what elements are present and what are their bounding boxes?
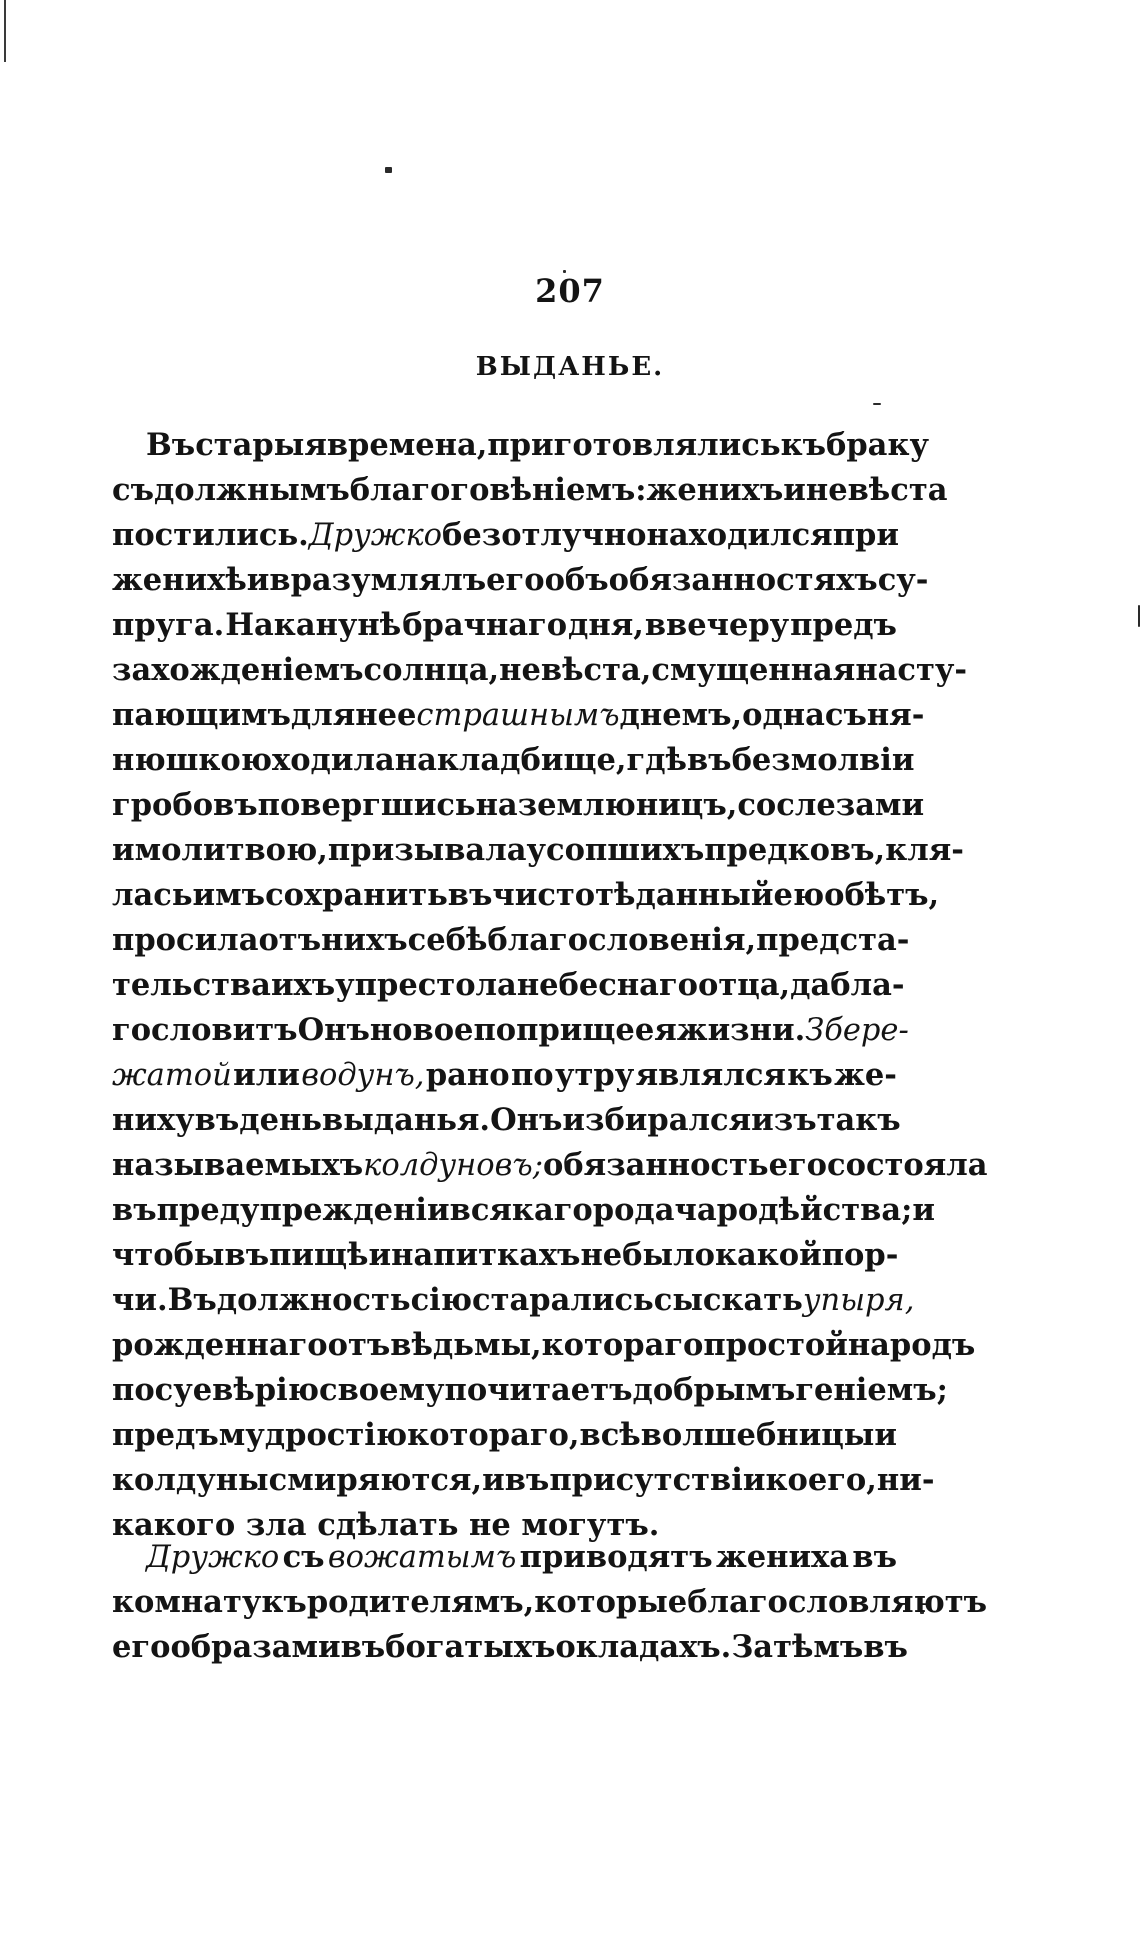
text-line bbox=[112, 1580, 988, 1625]
word: должность bbox=[216, 1282, 411, 1318]
word: кля- bbox=[885, 832, 964, 868]
word: простой bbox=[703, 1327, 848, 1363]
word: его bbox=[486, 562, 545, 598]
word: благословляютъ bbox=[687, 1584, 988, 1620]
word: при bbox=[832, 517, 899, 553]
word: по bbox=[112, 1372, 155, 1408]
word: ниху bbox=[112, 1102, 195, 1138]
word: пруга. bbox=[112, 607, 225, 643]
word: предупрежденіи bbox=[156, 1192, 450, 1228]
word: его bbox=[768, 1147, 828, 1183]
word: предъ bbox=[790, 607, 897, 643]
paragraph-1 bbox=[112, 423, 988, 1548]
text-line bbox=[112, 963, 905, 1008]
word: у bbox=[335, 967, 355, 1003]
word: народъ bbox=[847, 1327, 976, 1363]
word: его bbox=[112, 1629, 171, 1665]
word: своему bbox=[319, 1372, 445, 1408]
word: чистотѣ bbox=[492, 877, 636, 913]
text-line bbox=[112, 1008, 909, 1053]
word: къ bbox=[780, 427, 827, 463]
word: лась bbox=[112, 877, 193, 913]
word: постились. bbox=[112, 517, 309, 553]
word: которые bbox=[534, 1584, 688, 1620]
word: въ bbox=[447, 877, 493, 913]
word: гробовъ bbox=[112, 787, 258, 823]
word: вѣдьмы, bbox=[390, 1327, 542, 1363]
paragraph-2 bbox=[112, 1535, 988, 1670]
word: приготовлялись bbox=[487, 427, 781, 463]
word: старыя bbox=[195, 427, 327, 463]
word: кладбище, bbox=[436, 742, 627, 778]
word: или bbox=[233, 1057, 300, 1093]
word: женихъ bbox=[646, 472, 784, 508]
text-line bbox=[112, 468, 948, 513]
word: приводятъ bbox=[519, 1539, 713, 1575]
word: нихъ bbox=[321, 922, 408, 958]
word: всякаго bbox=[449, 1192, 593, 1228]
word: обязанностяхъ bbox=[608, 562, 878, 598]
word: коего, bbox=[765, 1462, 877, 1498]
word: не bbox=[469, 1507, 511, 1543]
word: дня, bbox=[568, 607, 644, 643]
word: да bbox=[790, 967, 831, 1003]
word: призывала bbox=[327, 832, 527, 868]
word: новое bbox=[369, 1012, 474, 1048]
word: предковъ, bbox=[704, 832, 886, 868]
word: слезами bbox=[776, 787, 925, 823]
word: страшнымъ bbox=[416, 698, 620, 733]
word: мудростію bbox=[218, 1417, 408, 1453]
word: и bbox=[368, 1237, 392, 1273]
word: въ bbox=[112, 1192, 157, 1228]
word: браку bbox=[826, 427, 929, 463]
text-line bbox=[112, 1458, 935, 1503]
word: какой bbox=[714, 1237, 822, 1273]
word: же- bbox=[834, 1057, 897, 1093]
word: бла- bbox=[830, 967, 905, 1003]
word: изъ bbox=[751, 1102, 817, 1138]
word: обѣтъ, bbox=[824, 877, 940, 913]
word: брачнаго bbox=[402, 607, 568, 643]
word: добрымъ bbox=[632, 1372, 796, 1408]
text-line bbox=[112, 513, 897, 558]
word: такъ bbox=[816, 1102, 901, 1138]
text-line bbox=[112, 1188, 935, 1233]
word: сію bbox=[410, 1282, 473, 1318]
word: почитаетъ bbox=[444, 1372, 633, 1408]
word: ни- bbox=[876, 1462, 935, 1498]
word: молитвою, bbox=[134, 832, 328, 868]
word: пающимъ bbox=[112, 697, 291, 733]
word: и bbox=[874, 1417, 897, 1453]
word: Дружко bbox=[146, 1540, 280, 1575]
word: ввечеру bbox=[644, 607, 790, 643]
word: въ bbox=[504, 1462, 550, 1498]
section-heading: ВЫДАНЬЕ. bbox=[475, 352, 665, 382]
word: нюшкою bbox=[112, 742, 273, 778]
word: времена, bbox=[326, 427, 488, 463]
word: и bbox=[246, 562, 270, 598]
word: по bbox=[510, 1057, 554, 1093]
text-line bbox=[112, 1098, 901, 1143]
word: гдѣ bbox=[626, 742, 687, 778]
word: повергшись bbox=[257, 787, 476, 823]
word: геніемъ; bbox=[795, 1372, 948, 1408]
word: суевѣрію bbox=[154, 1372, 319, 1408]
word: для bbox=[290, 697, 356, 733]
word: комнату bbox=[112, 1584, 262, 1620]
word: должнымъ bbox=[153, 472, 350, 508]
text-line bbox=[112, 693, 925, 738]
word: вразумлялъ bbox=[269, 562, 487, 598]
word: Въ bbox=[167, 1282, 217, 1318]
word: пищѣ bbox=[269, 1237, 369, 1273]
word: усопшихъ bbox=[526, 832, 705, 868]
word: ницъ, bbox=[635, 787, 738, 823]
word: съ bbox=[282, 1539, 325, 1575]
word: образами bbox=[170, 1629, 341, 1665]
text-line bbox=[112, 1323, 976, 1368]
word: благоговѣніемъ: bbox=[349, 472, 647, 508]
word: присутствіи bbox=[549, 1462, 766, 1498]
text-line bbox=[112, 603, 897, 648]
word: чародѣйства; bbox=[674, 1192, 913, 1228]
word: Наканунѣ bbox=[225, 607, 402, 643]
word: старались bbox=[472, 1282, 654, 1318]
text-line bbox=[112, 1233, 897, 1278]
text-line bbox=[112, 1053, 897, 1098]
scan-speck bbox=[385, 167, 392, 173]
word: водунъ, bbox=[301, 1058, 425, 1093]
word: тельства bbox=[112, 967, 271, 1003]
word: сохранить bbox=[265, 877, 448, 913]
word: пор- bbox=[821, 1237, 899, 1273]
word: просила bbox=[112, 922, 259, 958]
page-edge-rule bbox=[4, 0, 6, 62]
text-line bbox=[112, 918, 910, 963]
word: называемыхъ bbox=[112, 1147, 364, 1183]
word: насту- bbox=[855, 652, 968, 688]
word: ею bbox=[773, 877, 825, 913]
word: поприще bbox=[473, 1012, 635, 1048]
word: котораго bbox=[541, 1327, 704, 1363]
word: смущенная bbox=[651, 652, 856, 688]
word: находился bbox=[646, 517, 833, 553]
word: данный bbox=[635, 877, 774, 913]
word: небеснаго bbox=[516, 967, 698, 1003]
word: отъ bbox=[258, 922, 322, 958]
text-line bbox=[112, 738, 915, 783]
word: упыря, bbox=[802, 1283, 915, 1318]
word: жениха bbox=[715, 1539, 850, 1575]
word: и bbox=[912, 1192, 935, 1228]
word: отца, bbox=[697, 967, 791, 1003]
word: жатой bbox=[112, 1058, 232, 1093]
word: захожденіемъ bbox=[112, 652, 364, 688]
word: невѣста bbox=[805, 472, 948, 508]
word: су- bbox=[877, 562, 929, 598]
word: рожденнаго bbox=[112, 1327, 328, 1363]
word: утру bbox=[554, 1057, 635, 1093]
word: не bbox=[580, 1237, 623, 1273]
word: бы bbox=[173, 1237, 225, 1273]
word: безотлучно bbox=[442, 517, 647, 553]
word: чи. bbox=[112, 1282, 168, 1318]
word: колдуновъ; bbox=[363, 1148, 543, 1183]
word: гословитъ bbox=[112, 1012, 298, 1048]
word: въ bbox=[224, 1237, 270, 1273]
word: себѣ bbox=[407, 922, 488, 958]
text-line bbox=[112, 1413, 897, 1458]
word: съ bbox=[112, 472, 154, 508]
word: солнца, bbox=[363, 652, 500, 688]
word: являлся bbox=[635, 1057, 786, 1093]
text-line bbox=[112, 648, 968, 693]
text-line bbox=[112, 1535, 897, 1580]
text-line bbox=[112, 558, 929, 603]
word: ея bbox=[634, 1012, 677, 1048]
word: женихѣ bbox=[112, 562, 247, 598]
text-line bbox=[112, 828, 964, 873]
word: сдѣлать bbox=[317, 1507, 459, 1543]
word: жизни. bbox=[676, 1012, 806, 1048]
word: безмолвіи bbox=[731, 742, 915, 778]
word: родителямъ, bbox=[306, 1584, 535, 1620]
word: предъ bbox=[112, 1417, 219, 1453]
word: невѣста, bbox=[499, 652, 652, 688]
word: избирался bbox=[562, 1102, 752, 1138]
scan-speck bbox=[873, 403, 881, 405]
word: днемъ, bbox=[619, 697, 743, 733]
word: въ bbox=[863, 1629, 908, 1665]
word: благословенія, bbox=[487, 922, 757, 958]
word: рано bbox=[425, 1057, 510, 1093]
word: и bbox=[783, 472, 806, 508]
word: обязанность bbox=[542, 1147, 769, 1183]
word: Дружко bbox=[308, 518, 443, 553]
word: состояла bbox=[827, 1147, 988, 1183]
word: выданья. bbox=[322, 1102, 491, 1138]
word: ходила bbox=[272, 742, 395, 778]
word: всѣ bbox=[579, 1417, 641, 1453]
word: и bbox=[112, 832, 135, 868]
word: одна bbox=[742, 697, 825, 733]
text-line bbox=[112, 1625, 908, 1670]
word: имъ bbox=[192, 877, 266, 913]
word: смиряются, bbox=[268, 1462, 483, 1498]
text-line bbox=[112, 423, 929, 468]
word: престола bbox=[354, 967, 517, 1003]
word: къ bbox=[787, 1057, 833, 1093]
text-line bbox=[112, 1368, 948, 1413]
word: ня- bbox=[866, 697, 925, 733]
word: на bbox=[475, 787, 518, 823]
text-line bbox=[112, 1278, 915, 1323]
word: Збере- bbox=[805, 1013, 909, 1048]
word: со bbox=[737, 787, 777, 823]
word: съ bbox=[824, 697, 867, 733]
word: богатыхъ bbox=[385, 1629, 556, 1665]
word: въ bbox=[340, 1629, 386, 1665]
word: котораго, bbox=[407, 1417, 580, 1453]
word: волшебницы bbox=[640, 1417, 875, 1453]
word: сыскать bbox=[653, 1282, 803, 1318]
word: землю bbox=[517, 787, 636, 823]
word: въ bbox=[686, 742, 732, 778]
word: въ bbox=[194, 1102, 240, 1138]
word: день bbox=[239, 1102, 323, 1138]
word: зла bbox=[245, 1507, 307, 1543]
word: вожатымъ bbox=[327, 1540, 517, 1575]
word: ихъ bbox=[270, 967, 336, 1003]
page-number: 207 bbox=[535, 272, 605, 310]
word: Онъ bbox=[297, 1012, 370, 1048]
text-line bbox=[112, 783, 925, 828]
word: колдуны bbox=[112, 1462, 269, 1498]
word: Въ bbox=[146, 427, 196, 463]
word: отъ bbox=[327, 1327, 391, 1363]
word: Онъ bbox=[490, 1102, 563, 1138]
word: что bbox=[112, 1237, 174, 1273]
word: Затѣмъ bbox=[731, 1629, 864, 1665]
word: было bbox=[622, 1237, 715, 1273]
word: окладахъ. bbox=[555, 1629, 732, 1665]
word: къ bbox=[261, 1584, 307, 1620]
text-line bbox=[112, 1143, 988, 1188]
word: напиткахъ bbox=[391, 1237, 581, 1273]
word: могутъ. bbox=[521, 1507, 660, 1543]
word: на bbox=[394, 742, 437, 778]
word: и bbox=[482, 1462, 505, 1498]
word: въ bbox=[852, 1539, 897, 1575]
word: объ bbox=[544, 562, 609, 598]
word: нее bbox=[355, 697, 417, 733]
text-line bbox=[112, 873, 940, 918]
word: рода bbox=[592, 1192, 675, 1228]
word: предста- bbox=[756, 922, 910, 958]
word: какого bbox=[112, 1507, 236, 1543]
